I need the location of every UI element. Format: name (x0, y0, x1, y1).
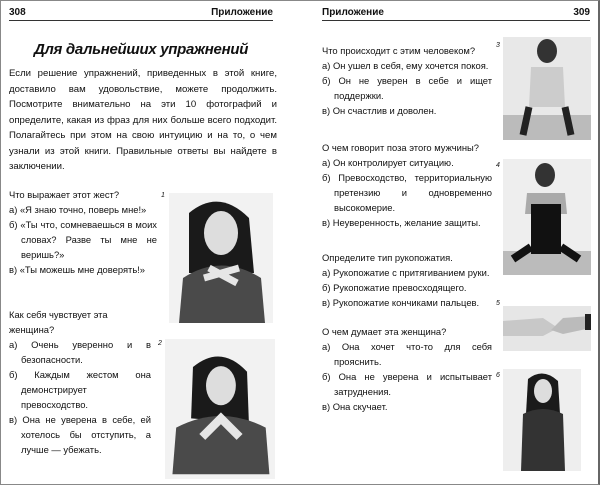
question-text: Определите тип рукопожатия. (322, 252, 453, 263)
answer-option: б) Она не уверена и испытывает затруднения. (322, 371, 492, 397)
page-number: 308 (9, 7, 26, 18)
answer-option: б) Рукопожатие превосходящего. (322, 282, 467, 293)
answer-option: а) Очень уверенно и в безопасности. (9, 338, 151, 365)
photo-handshake (503, 306, 591, 351)
running-head: Приложение (322, 7, 384, 18)
intro-paragraph: Если решение упражнений, приведенных в этой книге, доставило вам удовольствие, можете продолжить. Посмотрите внимательно на эти 10 фотографий и определите, какая из фраз для них больше всего подходит. Полагайтесь при этом на свою интуицию и на то, о чем узнали из этой книги. Правильные ответы вы найдете в заключении. (9, 68, 277, 172)
answer-option: б) Каждым жестом она демонстрирует превосходство. (9, 368, 151, 410)
question-6 (322, 324, 492, 414)
section-title: Для дальнейших упражнений (33, 41, 249, 58)
answer-option: а) Она хочет что-то для себя прояснить. (322, 341, 492, 367)
photo-woman-steepled-hands (165, 339, 275, 479)
answer-option: в) Она скучает. (322, 401, 388, 412)
answer-option: в) Рукопожатие кончиками пальцев. (322, 297, 480, 308)
question-5 (322, 250, 492, 310)
right-page (300, 0, 600, 485)
question-2 (9, 307, 151, 457)
question-text: Что происходит с этим человеком? (322, 45, 476, 56)
photo-woman-hands-on-chest (169, 193, 273, 323)
page-header (9, 7, 273, 21)
page-header (322, 7, 590, 21)
answer-option: а) Он контролирует ситуацию. (322, 157, 454, 168)
running-head: Приложение (211, 7, 273, 18)
right-text-column (322, 43, 492, 414)
photo-number: 6 (496, 372, 500, 379)
photo-man-sitting-chair (503, 37, 591, 140)
photo-man-straddling-chair (503, 159, 591, 275)
photo-number: 3 (496, 42, 500, 49)
answer-option: в) Он счастлив и доволен. (322, 105, 437, 116)
question-text: Что выражает этот жест? (9, 188, 120, 200)
question-text: О чем говорит поза этого мужчины? (322, 142, 479, 153)
question-text: О чем думает эта женщина? (322, 326, 447, 337)
photo-number: 5 (496, 300, 500, 307)
answer-option: б) Он не уверен в себе и ищет поддержки. (322, 75, 492, 101)
answer-option: в) Неуверенность, желание защиты. (322, 217, 481, 228)
question-1 (9, 187, 157, 277)
answer-option: б) Превосходство, территориальную претензию и одновременно высокомерие. (322, 172, 492, 213)
question-4 (322, 140, 492, 230)
answer-option: в) «Ты можешь мне доверять!» (9, 263, 146, 275)
photo-number: 1 (161, 192, 165, 199)
answer-option: а) Он ушел в себя, ему хочется покоя. (322, 60, 489, 71)
answer-option: в) Она не уверена в себе, ей хотелось бы отступить, а лучше — убежать. (9, 413, 151, 455)
answer-option: а) «Я знаю точно, поверь мне!» (9, 203, 147, 215)
question-text: Как себя чувствует эта женщина? (9, 308, 108, 335)
question-3 (322, 43, 492, 118)
photo-woman-finger-on-nose (503, 369, 581, 471)
page-number: 309 (573, 7, 590, 18)
photo-number: 4 (496, 162, 500, 169)
photo-number: 2 (158, 340, 162, 347)
answer-option: б) «Ты что, сомневаешься в моих словах? Разве ты мне не веришь?» (9, 218, 157, 260)
answer-option: а) Рукопожатие с притягиванием руки. (322, 267, 490, 278)
